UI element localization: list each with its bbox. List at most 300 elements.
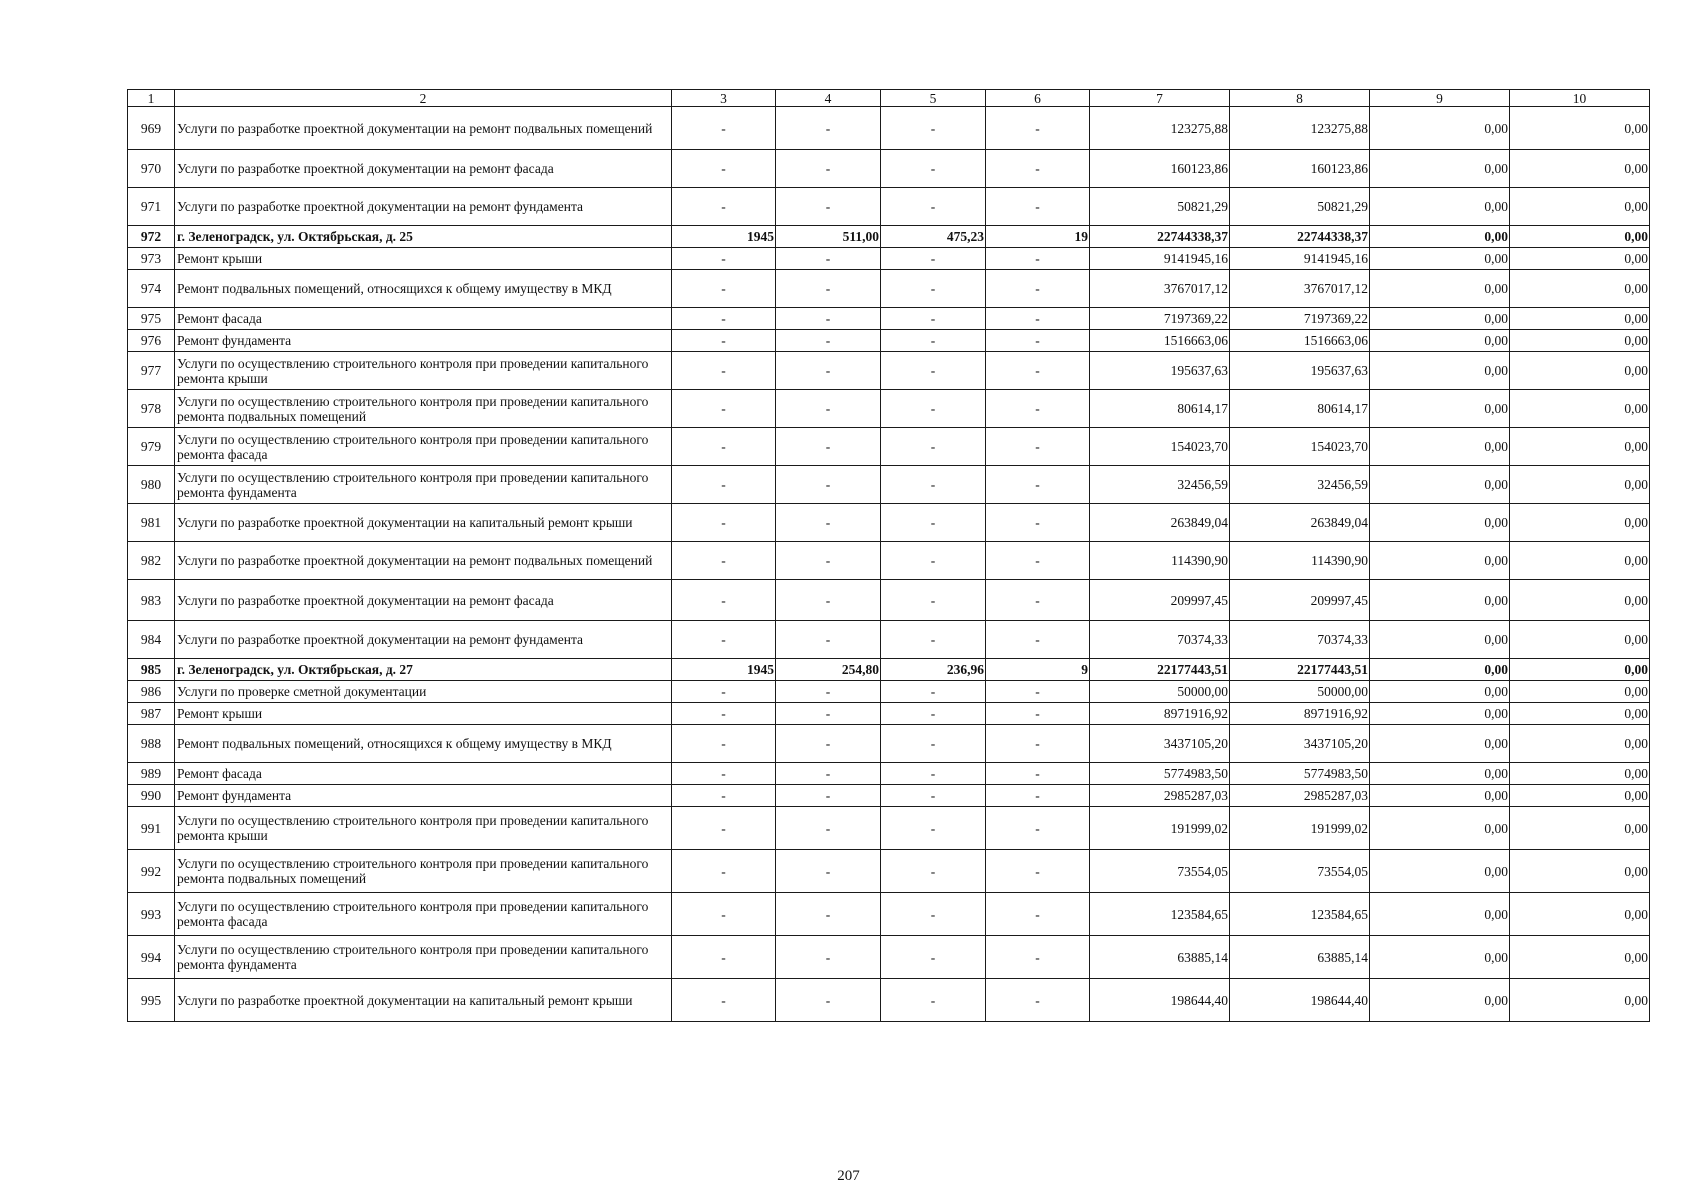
col7-amount-cell: 22177443,51 (1090, 659, 1230, 681)
col8-amount-cell: 22744338,37 (1230, 226, 1370, 248)
col10-amount-cell: 0,00 (1510, 785, 1650, 807)
col5-cell: - (881, 725, 986, 763)
col5-cell: - (881, 763, 986, 785)
col7-amount-cell: 9141945,16 (1090, 248, 1230, 270)
table-body (128, 90, 1650, 1022)
col9-amount-cell: 0,00 (1370, 703, 1510, 725)
row-number-cell: 978 (128, 390, 175, 428)
col7-amount-cell: 191999,02 (1090, 807, 1230, 850)
col8-amount-cell: 123275,88 (1230, 107, 1370, 150)
col10-amount-cell: 0,00 (1510, 763, 1650, 785)
row-name-cell: Услуги по разработке проектной документации на ремонт фасада (175, 580, 672, 621)
col3-cell: - (672, 504, 776, 542)
table-row (128, 621, 1650, 659)
col10-amount-cell: 0,00 (1510, 893, 1650, 936)
col3-cell: - (672, 466, 776, 504)
col10-amount-cell: 0,00 (1510, 188, 1650, 226)
col3-cell: - (672, 703, 776, 725)
col4-cell: - (776, 542, 881, 580)
col7-amount-cell: 80614,17 (1090, 390, 1230, 428)
row-number-cell: 992 (128, 850, 175, 893)
col3-cell: - (672, 681, 776, 703)
table-row (128, 850, 1650, 893)
row-name-cell: г. Зеленоградск, ул. Октябрьская, д. 25 (175, 226, 672, 248)
col6-cell: - (986, 107, 1090, 150)
row-name-cell: Услуги по разработке проектной документации на ремонт фундамента (175, 621, 672, 659)
col10-amount-cell: 0,00 (1510, 270, 1650, 308)
col4-cell: - (776, 504, 881, 542)
col6-cell: - (986, 352, 1090, 390)
col5-cell: - (881, 504, 986, 542)
row-number-cell: 976 (128, 330, 175, 352)
col8-amount-cell: 70374,33 (1230, 621, 1370, 659)
row-number-cell: 984 (128, 621, 175, 659)
col8-amount-cell: 80614,17 (1230, 390, 1370, 428)
col7-amount-cell: 8971916,92 (1090, 703, 1230, 725)
col4-cell: - (776, 979, 881, 1022)
col5-cell: 475,23 (881, 226, 986, 248)
table-row (128, 703, 1650, 725)
table-row (128, 107, 1650, 150)
col7-amount-cell: 123275,88 (1090, 107, 1230, 150)
col6-cell: - (986, 466, 1090, 504)
col10-amount-cell: 0,00 (1510, 936, 1650, 979)
col9-amount-cell: 0,00 (1370, 621, 1510, 659)
col10-amount-cell: 0,00 (1510, 979, 1650, 1022)
table-row (128, 542, 1650, 580)
row-number-cell: 988 (128, 725, 175, 763)
col4-cell: - (776, 807, 881, 850)
col6-cell: - (986, 580, 1090, 621)
col3-cell: - (672, 807, 776, 850)
col4-cell: - (776, 703, 881, 725)
row-name-cell: Услуги по осуществлению строительного контроля при проведении капитального ремонта подвальных помещений (175, 390, 672, 428)
col3-cell: - (672, 979, 776, 1022)
col10-amount-cell: 0,00 (1510, 725, 1650, 763)
table-row (128, 681, 1650, 703)
col5-cell: - (881, 308, 986, 330)
col7-amount-cell: 3767017,12 (1090, 270, 1230, 308)
col10-amount-cell: 0,00 (1510, 466, 1650, 504)
row-name-cell: Услуги по разработке проектной документации на капитальный ремонт крыши (175, 504, 672, 542)
row-number-cell: 970 (128, 150, 175, 188)
row-name-cell: Услуги по разработке проектной документации на капитальный ремонт крыши (175, 979, 672, 1022)
col3-cell: - (672, 270, 776, 308)
col5-cell: - (881, 330, 986, 352)
table-row (128, 936, 1650, 979)
col5-cell: - (881, 542, 986, 580)
row-name-cell: Услуги по проверке сметной документации (175, 681, 672, 703)
row-number-cell: 990 (128, 785, 175, 807)
col7-amount-cell: 73554,05 (1090, 850, 1230, 893)
col4-cell: - (776, 352, 881, 390)
col8-amount-cell: 3767017,12 (1230, 270, 1370, 308)
column-number-header-row (128, 90, 1650, 107)
col3-cell: - (672, 580, 776, 621)
col9-amount-cell: 0,00 (1370, 979, 1510, 1022)
col4-cell: - (776, 725, 881, 763)
col9-amount-cell: 0,00 (1370, 785, 1510, 807)
col6-cell: - (986, 979, 1090, 1022)
page-number: 207 (837, 1168, 860, 1184)
col9-amount-cell: 0,00 (1370, 580, 1510, 621)
col5-cell: - (881, 785, 986, 807)
col7-amount-cell: 22744338,37 (1090, 226, 1230, 248)
col7-amount-cell: 70374,33 (1090, 621, 1230, 659)
column-number-cell: 4 (776, 90, 881, 107)
col7-amount-cell: 63885,14 (1090, 936, 1230, 979)
col6-cell: - (986, 936, 1090, 979)
col5-cell: - (881, 188, 986, 226)
col8-amount-cell: 2985287,03 (1230, 785, 1370, 807)
col3-cell: 1945 (672, 659, 776, 681)
col8-amount-cell: 160123,86 (1230, 150, 1370, 188)
col10-amount-cell: 0,00 (1510, 226, 1650, 248)
col6-cell: 9 (986, 659, 1090, 681)
row-number-cell: 982 (128, 542, 175, 580)
col10-amount-cell: 0,00 (1510, 390, 1650, 428)
col5-cell: - (881, 466, 986, 504)
col7-amount-cell: 263849,04 (1090, 504, 1230, 542)
col8-amount-cell: 8971916,92 (1230, 703, 1370, 725)
col3-cell: - (672, 850, 776, 893)
col8-amount-cell: 195637,63 (1230, 352, 1370, 390)
row-number-cell: 974 (128, 270, 175, 308)
col9-amount-cell: 0,00 (1370, 850, 1510, 893)
col9-amount-cell: 0,00 (1370, 893, 1510, 936)
row-number-cell: 985 (128, 659, 175, 681)
col8-amount-cell: 32456,59 (1230, 466, 1370, 504)
col7-amount-cell: 50000,00 (1090, 681, 1230, 703)
col4-cell: - (776, 188, 881, 226)
col4-cell: - (776, 248, 881, 270)
col8-amount-cell: 50821,29 (1230, 188, 1370, 226)
table-row (128, 893, 1650, 936)
col9-amount-cell: 0,00 (1370, 330, 1510, 352)
col4-cell: - (776, 150, 881, 188)
row-name-cell: Услуги по осуществлению строительного контроля при проведении капитального ремонта подвальных помещений (175, 850, 672, 893)
col5-cell: - (881, 850, 986, 893)
col7-amount-cell: 160123,86 (1090, 150, 1230, 188)
col9-amount-cell: 0,00 (1370, 807, 1510, 850)
col10-amount-cell: 0,00 (1510, 703, 1650, 725)
col9-amount-cell: 0,00 (1370, 725, 1510, 763)
col3-cell: - (672, 150, 776, 188)
col5-cell: 236,96 (881, 659, 986, 681)
row-number-cell: 983 (128, 580, 175, 621)
table-row (128, 466, 1650, 504)
col8-amount-cell: 3437105,20 (1230, 725, 1370, 763)
col4-cell: - (776, 850, 881, 893)
table-row (128, 580, 1650, 621)
col9-amount-cell: 0,00 (1370, 681, 1510, 703)
col6-cell: - (986, 428, 1090, 466)
col6-cell: - (986, 542, 1090, 580)
col8-amount-cell: 191999,02 (1230, 807, 1370, 850)
table-row (128, 270, 1650, 308)
row-number-cell: 994 (128, 936, 175, 979)
col9-amount-cell: 0,00 (1370, 763, 1510, 785)
row-name-cell: Услуги по разработке проектной документации на ремонт фундамента (175, 188, 672, 226)
col3-cell: 1945 (672, 226, 776, 248)
col3-cell: - (672, 621, 776, 659)
row-number-cell: 979 (128, 428, 175, 466)
row-number-cell: 971 (128, 188, 175, 226)
col5-cell: - (881, 150, 986, 188)
col9-amount-cell: 0,00 (1370, 390, 1510, 428)
col4-cell: - (776, 785, 881, 807)
table-row (128, 504, 1650, 542)
col8-amount-cell: 22177443,51 (1230, 659, 1370, 681)
col3-cell: - (672, 188, 776, 226)
col9-amount-cell: 0,00 (1370, 428, 1510, 466)
col4-cell: - (776, 270, 881, 308)
col10-amount-cell: 0,00 (1510, 352, 1650, 390)
row-name-cell: Услуги по осуществлению строительного контроля при проведении капитального ремонта фасада (175, 428, 672, 466)
col3-cell: - (672, 390, 776, 428)
col3-cell: - (672, 763, 776, 785)
row-number-cell: 989 (128, 763, 175, 785)
col4-cell: - (776, 580, 881, 621)
table-row (128, 807, 1650, 850)
col9-amount-cell: 0,00 (1370, 107, 1510, 150)
col9-amount-cell: 0,00 (1370, 352, 1510, 390)
col5-cell: - (881, 580, 986, 621)
col8-amount-cell: 114390,90 (1230, 542, 1370, 580)
col7-amount-cell: 1516663,06 (1090, 330, 1230, 352)
col3-cell: - (672, 107, 776, 150)
col7-amount-cell: 209997,45 (1090, 580, 1230, 621)
col7-amount-cell: 5774983,50 (1090, 763, 1230, 785)
col4-cell: - (776, 621, 881, 659)
row-name-cell: Услуги по разработке проектной документации на ремонт фасада (175, 150, 672, 188)
col10-amount-cell: 0,00 (1510, 807, 1650, 850)
table-row (128, 659, 1650, 681)
column-number-cell: 2 (175, 90, 672, 107)
col6-cell: - (986, 807, 1090, 850)
row-name-cell: Ремонт фундамента (175, 330, 672, 352)
col7-amount-cell: 195637,63 (1090, 352, 1230, 390)
col6-cell: - (986, 308, 1090, 330)
col3-cell: - (672, 248, 776, 270)
col3-cell: - (672, 352, 776, 390)
row-name-cell: Услуги по осуществлению строительного контроля при проведении капитального ремонта крыши (175, 352, 672, 390)
column-number-cell: 3 (672, 90, 776, 107)
row-number-cell: 972 (128, 226, 175, 248)
table-row (128, 428, 1650, 466)
col4-cell: - (776, 466, 881, 504)
col8-amount-cell: 263849,04 (1230, 504, 1370, 542)
col8-amount-cell: 123584,65 (1230, 893, 1370, 936)
col10-amount-cell: 0,00 (1510, 150, 1650, 188)
row-number-cell: 973 (128, 248, 175, 270)
col6-cell: - (986, 725, 1090, 763)
col3-cell: - (672, 428, 776, 466)
row-number-cell: 969 (128, 107, 175, 150)
col4-cell: 511,00 (776, 226, 881, 248)
col8-amount-cell: 50000,00 (1230, 681, 1370, 703)
col7-amount-cell: 154023,70 (1090, 428, 1230, 466)
col7-amount-cell: 2985287,03 (1090, 785, 1230, 807)
row-number-cell: 987 (128, 703, 175, 725)
row-name-cell: Ремонт фасада (175, 308, 672, 330)
col4-cell: - (776, 893, 881, 936)
table-row (128, 150, 1650, 188)
col7-amount-cell: 198644,40 (1090, 979, 1230, 1022)
col5-cell: - (881, 621, 986, 659)
col10-amount-cell: 0,00 (1510, 107, 1650, 150)
col6-cell: - (986, 703, 1090, 725)
col8-amount-cell: 1516663,06 (1230, 330, 1370, 352)
col6-cell: - (986, 621, 1090, 659)
col8-amount-cell: 154023,70 (1230, 428, 1370, 466)
column-number-cell: 1 (128, 90, 175, 107)
row-name-cell: Ремонт фасада (175, 763, 672, 785)
table-row (128, 330, 1650, 352)
col7-amount-cell: 7197369,22 (1090, 308, 1230, 330)
row-name-cell: Услуги по разработке проектной документации на ремонт подвальных помещений (175, 107, 672, 150)
col3-cell: - (672, 542, 776, 580)
col10-amount-cell: 0,00 (1510, 621, 1650, 659)
table-row (128, 308, 1650, 330)
row-number-cell: 981 (128, 504, 175, 542)
col9-amount-cell: 0,00 (1370, 188, 1510, 226)
table-row (128, 979, 1650, 1022)
row-name-cell: Услуги по осуществлению строительного контроля при проведении капитального ремонта фундамента (175, 466, 672, 504)
col6-cell: - (986, 330, 1090, 352)
col5-cell: - (881, 807, 986, 850)
col6-cell: 19 (986, 226, 1090, 248)
column-number-cell: 8 (1230, 90, 1370, 107)
row-number-cell: 995 (128, 979, 175, 1022)
col6-cell: - (986, 850, 1090, 893)
col4-cell: - (776, 390, 881, 428)
col7-amount-cell: 123584,65 (1090, 893, 1230, 936)
col3-cell: - (672, 308, 776, 330)
col4-cell: - (776, 763, 881, 785)
col9-amount-cell: 0,00 (1370, 542, 1510, 580)
row-name-cell: Услуги по осуществлению строительного контроля при проведении капитального ремонта крыши (175, 807, 672, 850)
col6-cell: - (986, 188, 1090, 226)
col5-cell: - (881, 248, 986, 270)
col3-cell: - (672, 893, 776, 936)
col4-cell: - (776, 330, 881, 352)
col5-cell: - (881, 428, 986, 466)
row-name-cell: Услуги по осуществлению строительного контроля при проведении капитального ремонта фасада (175, 893, 672, 936)
row-name-cell: Ремонт подвальных помещений, относящихся к общему имуществу в МКД (175, 270, 672, 308)
col8-amount-cell: 5774983,50 (1230, 763, 1370, 785)
col7-amount-cell: 114390,90 (1090, 542, 1230, 580)
col5-cell: - (881, 390, 986, 428)
col9-amount-cell: 0,00 (1370, 226, 1510, 248)
row-number-cell: 991 (128, 807, 175, 850)
col6-cell: - (986, 681, 1090, 703)
table-row (128, 785, 1650, 807)
column-number-cell: 6 (986, 90, 1090, 107)
col8-amount-cell: 9141945,16 (1230, 248, 1370, 270)
row-name-cell: Услуги по разработке проектной документации на ремонт подвальных помещений (175, 542, 672, 580)
col6-cell: - (986, 150, 1090, 188)
col4-cell: 254,80 (776, 659, 881, 681)
column-number-cell: 10 (1510, 90, 1650, 107)
column-number-cell: 5 (881, 90, 986, 107)
col3-cell: - (672, 785, 776, 807)
row-name-cell: Ремонт подвальных помещений, относящихся к общему имуществу в МКД (175, 725, 672, 763)
col4-cell: - (776, 936, 881, 979)
col10-amount-cell: 0,00 (1510, 542, 1650, 580)
col10-amount-cell: 0,00 (1510, 659, 1650, 681)
col5-cell: - (881, 681, 986, 703)
col3-cell: - (672, 725, 776, 763)
col9-amount-cell: 0,00 (1370, 659, 1510, 681)
col10-amount-cell: 0,00 (1510, 428, 1650, 466)
col8-amount-cell: 73554,05 (1230, 850, 1370, 893)
col5-cell: - (881, 107, 986, 150)
col6-cell: - (986, 785, 1090, 807)
table-row (128, 725, 1650, 763)
table-row (128, 390, 1650, 428)
col5-cell: - (881, 979, 986, 1022)
col6-cell: - (986, 270, 1090, 308)
col6-cell: - (986, 390, 1090, 428)
col7-amount-cell: 3437105,20 (1090, 725, 1230, 763)
col9-amount-cell: 0,00 (1370, 308, 1510, 330)
col5-cell: - (881, 703, 986, 725)
table-row (128, 248, 1650, 270)
col8-amount-cell: 198644,40 (1230, 979, 1370, 1022)
col7-amount-cell: 50821,29 (1090, 188, 1230, 226)
col10-amount-cell: 0,00 (1510, 248, 1650, 270)
row-number-cell: 980 (128, 466, 175, 504)
row-name-cell: Ремонт фундамента (175, 785, 672, 807)
col9-amount-cell: 0,00 (1370, 248, 1510, 270)
col9-amount-cell: 0,00 (1370, 270, 1510, 308)
col4-cell: - (776, 308, 881, 330)
col6-cell: - (986, 893, 1090, 936)
row-name-cell: Ремонт крыши (175, 248, 672, 270)
col10-amount-cell: 0,00 (1510, 850, 1650, 893)
col9-amount-cell: 0,00 (1370, 936, 1510, 979)
col10-amount-cell: 0,00 (1510, 681, 1650, 703)
col8-amount-cell: 63885,14 (1230, 936, 1370, 979)
row-number-cell: 986 (128, 681, 175, 703)
col5-cell: - (881, 270, 986, 308)
col5-cell: - (881, 893, 986, 936)
table-row (128, 763, 1650, 785)
col5-cell: - (881, 352, 986, 390)
col6-cell: - (986, 248, 1090, 270)
col8-amount-cell: 209997,45 (1230, 580, 1370, 621)
col3-cell: - (672, 936, 776, 979)
col4-cell: - (776, 107, 881, 150)
col10-amount-cell: 0,00 (1510, 308, 1650, 330)
col10-amount-cell: 0,00 (1510, 580, 1650, 621)
col9-amount-cell: 0,00 (1370, 150, 1510, 188)
row-number-cell: 977 (128, 352, 175, 390)
col9-amount-cell: 0,00 (1370, 466, 1510, 504)
column-number-cell: 7 (1090, 90, 1230, 107)
budget-table (127, 89, 1650, 1022)
row-name-cell: г. Зеленоградск, ул. Октябрьская, д. 27 (175, 659, 672, 681)
row-number-cell: 975 (128, 308, 175, 330)
col7-amount-cell: 32456,59 (1090, 466, 1230, 504)
col6-cell: - (986, 504, 1090, 542)
row-name-cell: Ремонт крыши (175, 703, 672, 725)
column-number-cell: 9 (1370, 90, 1510, 107)
col10-amount-cell: 0,00 (1510, 504, 1650, 542)
col10-amount-cell: 0,00 (1510, 330, 1650, 352)
table-row (128, 188, 1650, 226)
